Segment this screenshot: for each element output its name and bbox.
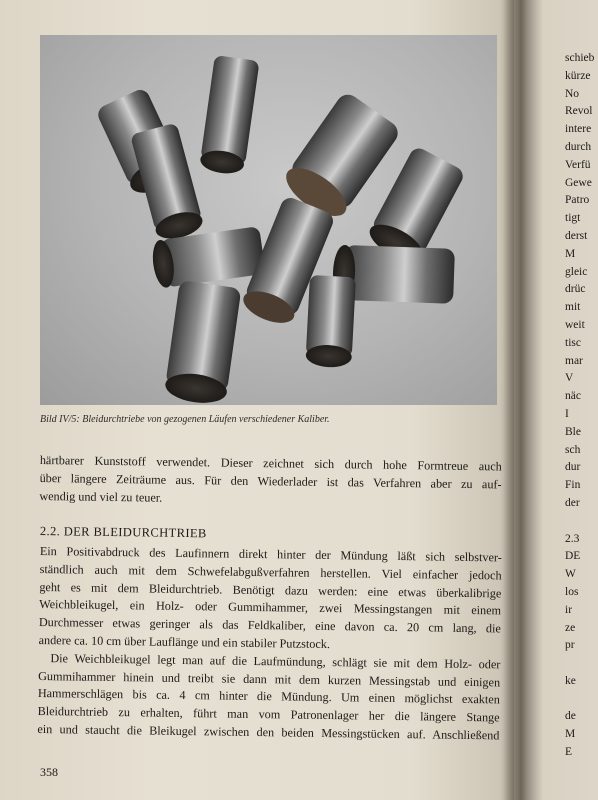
right-page-line-fragment: mit [565,301,581,314]
right-page-line-fragment: sch [565,443,581,456]
right-page-line-fragment: mar [565,354,583,367]
right-page-line-fragment: drüc [565,283,586,296]
right-page-line-fragment: Patro [565,194,590,207]
right-page-line-fragment: ze [565,621,576,634]
right-page-line-fragment: los [565,585,579,598]
right-page-line-fragment [565,513,598,531]
section-heading: 2.2. DER BLEIDURCHTRIEB [39,524,207,541]
right-page-line-fragment: weit [565,318,585,331]
lead-slug [305,275,356,368]
right-page-line-fragment: V [565,372,574,385]
right-page-line-fragment: Ble [565,425,581,438]
figure-caption: Bild IV/5: Bleidurchtriebe von gezogenen Läufen verschiedener Kaliber. [40,414,330,425]
book-gutter-shadow [503,0,543,800]
right-page-line-fragment: No [565,87,580,100]
right-page-line-fragment: der [565,496,580,509]
right-page-text-fragments [565,50,598,762]
right-page-line-fragment: durch [565,140,592,153]
right-page-line-fragment: M [565,728,576,741]
right-page-line-fragment: W [565,568,576,581]
figure-photo-lead-slugs [40,35,497,405]
text-line: Die Weichbleikugel legt man auf die Laufmündung, schlägt sie mit dem Holz- oder [50,650,501,672]
right-page-line-fragment: intere [565,123,592,136]
text-line: Weichbleikugel, ein Holz- oder Gummihammer, zwei Messingstangen mit einem [39,597,502,618]
right-page-line-fragment: de [565,710,576,723]
lead-slugs-illustration [40,35,497,405]
right-page-line-fragment: M [565,247,576,260]
right-page-line-fragment [565,691,598,709]
text-line: Bleidurchtrieb zu erhalten, führt man vom Patronenlager her die längere Stange [37,704,500,725]
right-page-line-fragment: Gewe [565,176,592,189]
right-page-line-fragment: dur [565,461,581,474]
right-page-line-fragment: gleic [565,265,588,278]
right-page-line-fragment: tigt [565,212,581,225]
text-line: über längere Zeiträume aus. Für den Wiederlader ist das Verfahren aber zu auf- [39,470,502,492]
right-page-line-fragment: 2.3 [565,532,580,545]
right-page-line-fragment: pr [565,639,575,652]
right-page-line-fragment: DE [565,550,581,563]
text-line: geht es mit dem Bleidurchtrieb. Benötigt dazu werden: eine etwas überkalibrige [39,579,502,601]
text-line: Ein Positivabdruck des Laufinnern direkt hinter der Mündung läßt sich selbstver- [39,543,502,565]
right-page-line-fragment: kürze [565,69,591,82]
right-page-line-fragment: E [565,746,573,759]
text-line: härtbarer Kunststoff verwendet. Dieser zeichnet sich durch hohe Formtreue auch [39,452,502,474]
right-page-line-fragment [565,655,598,673]
text-line: wendig und viel zu teuer. [39,488,163,505]
right-page-line-fragment: Verfü [565,158,591,171]
text-line: ständlich auch mit dem Schwefelabgußverfahren herstellen. Viel einfacher jedoch [39,561,502,583]
text-line: andere ca. 10 cm über Lauflänge und ein stabiler Putzstock. [38,632,331,652]
text-line: Hammerschlägen bis ca. 4 cm hinter die Mündung. Um einen möglichst exakten [37,686,500,707]
lead-slug [163,280,241,405]
paragraph-one [37,543,510,745]
right-page-line-fragment: Revol [565,105,593,118]
right-page-line-fragment: schieb [565,52,595,64]
page-number: 358 [40,765,58,779]
text-line: Gummihammer hinein und treibt sie dann mit dem kurzen Messingstab und einigen [38,668,501,690]
text-line: ein und staucht die Bleikugel zwischen den beiden Messingstücken auf. Anschließend [37,721,500,743]
right-page-line-fragment: näc [565,390,581,403]
right-page-line-fragment: I [565,407,569,420]
lead-slug [199,55,260,176]
right-page-line-fragment: tisc [565,336,581,349]
right-page-line-fragment: derst [565,229,588,242]
right-page-line-fragment: ir [565,603,573,616]
right-page-line-fragment: ke [565,674,576,687]
text-line: Durchmesser etwas geringer als das Feldkaliber, eine davon ca. 20 cm lang, die [38,615,501,636]
intro-paragraph [39,452,510,512]
right-page-line-fragment: Fin [565,479,581,492]
